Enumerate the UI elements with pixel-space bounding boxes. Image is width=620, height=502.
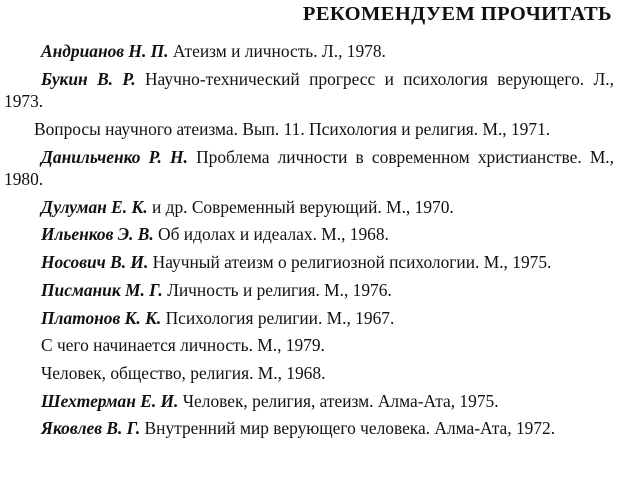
entry-author: Платонов К. К. <box>41 307 162 328</box>
bibliography-entry <box>4 307 614 330</box>
entry-text: Психология религии. М., 1967. <box>161 307 395 328</box>
entry-text: Личность и религия. М., 1976. <box>162 279 392 300</box>
entry-text: Научно-технический прогресс и психология верующего. Л., 1973. <box>4 68 614 112</box>
bibliography-list <box>4 40 614 445</box>
entry-author: Шехтерман Е. И. <box>41 390 179 411</box>
entry-text: Вопросы научного атеизма. Вып. 11. Психология и религия. М., 1971. <box>34 118 551 139</box>
entry-text: Научный атеизм о религиозной психологии. М., 1975. <box>148 252 552 273</box>
bibliography-entry <box>4 196 614 219</box>
entry-author: Яковлев В. Г. <box>41 418 141 439</box>
entry-text: Внутренний мир верующего человека. Алма-Ата, 1972. <box>140 418 556 439</box>
bibliography-entry <box>4 223 614 246</box>
bibliography-entry <box>4 362 614 385</box>
entry-author: Данильченко Р. Н. <box>41 146 188 167</box>
entry-text: и др. Современный верующий. М., 1970. <box>147 196 454 217</box>
entry-author: Писманик М. Г. <box>41 279 163 300</box>
bibliography-entry <box>4 251 614 274</box>
bibliography-entry <box>4 334 614 357</box>
entry-author: Дулуман Е. К. <box>41 196 148 217</box>
entry-text: Человек, религия, атеизм. Алма-Ата, 1975. <box>178 390 499 411</box>
entry-text: Атеизм и личность. Л., 1978. <box>168 41 386 61</box>
bibliography-entry <box>4 68 614 113</box>
entry-text: Человек, общество, религия. М., 1968. <box>41 362 326 383</box>
entry-author: Ильенков Э. В. <box>41 224 154 245</box>
entry-text: Об идолах и идеалах. М., 1968. <box>153 224 389 245</box>
bibliography-entry <box>4 417 614 440</box>
bibliography-entry <box>4 118 614 141</box>
bibliography-entry <box>4 40 614 63</box>
section-heading: РЕКОМЕНДУЕМ ПРОЧИТАТЬ <box>302 3 612 25</box>
entry-author: Андрианов Н. П. <box>41 41 169 61</box>
entry-text: С чего начинается личность. М., 1979. <box>41 335 325 356</box>
bibliography-entry <box>4 390 614 413</box>
entry-text: Проблема личности в современном христианстве. М., 1980. <box>4 146 615 190</box>
entry-author: Букин В. Р. <box>41 68 136 89</box>
bibliography-entry <box>4 279 614 302</box>
bibliography-entry <box>4 146 614 191</box>
entry-author: Носович В. И. <box>41 252 149 273</box>
